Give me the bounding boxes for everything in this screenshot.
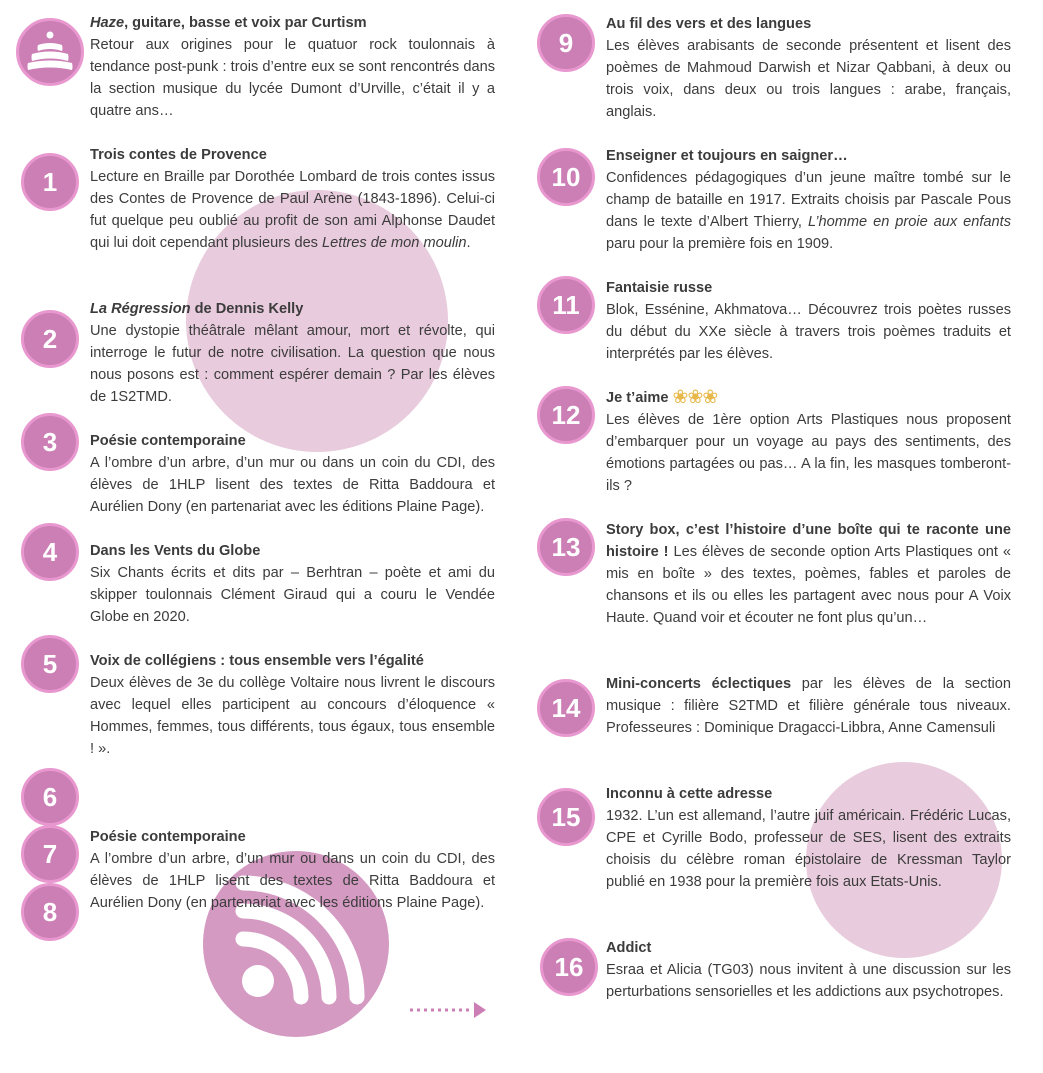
program-entry (90, 650, 495, 760)
program-entry (606, 13, 1011, 123)
daisy-flowers-icon: ❀❀❀ (672, 387, 718, 408)
entry-title: Je t’aime ❀❀❀ (606, 387, 718, 408)
program-entry (606, 783, 1011, 893)
program-entry (606, 387, 1011, 497)
entry-title: Addict (606, 940, 652, 956)
entry-body: Confidences pédagogiques d’un jeune maître tombé sur le champ de bataille en 1917. Extraits choisis par Pascale Pous dans le texte d’Albert Thierry, L’homme en proie aux enfants paru pour la première fois en 1909. (606, 170, 1011, 252)
number-badge: 13 (537, 518, 595, 576)
program-entry (90, 540, 495, 628)
number-badge: 6 (21, 768, 79, 826)
entry-body: Esraa et Alicia (TG03) nous invitent à une discussion sur les perturbations sensorielles et les addictions aux psychotropes. (606, 962, 1011, 1000)
number-badge: 10 (537, 148, 595, 206)
number-badge: 9 (537, 14, 595, 72)
entry-title: Trois contes de Provence (90, 147, 267, 163)
entry-body: Deux élèves de 3e du collège Voltaire nous livrent le discours avec lequel elles participent au concours d’éloquence « Hommes, femmes, tous différents, tous égaux, tous ensemble ! ». (90, 675, 495, 757)
number-badge: 1 (21, 153, 79, 211)
number-badge: 5 (21, 635, 79, 693)
number-badge: 11 (537, 276, 595, 334)
entry-body: Mini-concerts éclectiques par les élèves de la section musique : filière S2TMD et filière générale tous niveaux. Professeures : Dominique Dragacci-Libbra, Anne Camensuli (606, 676, 1012, 736)
entry-body: A l’ombre d’un arbre, d’un mur ou dans un coin du CDI, des élèves de 1HLP lisent des textes de Ritta Baddoura et Aurélien Dony (en partenariat avec les éditions Plaine Page). (90, 455, 495, 515)
entry-body: A l’ombre d’un arbre, d’un mur ou dans un coin du CDI, des élèves de 1HLP lisent des textes de Ritta Baddoura et Aurélien Dony (en partenariat avec les éditions Plaine Page). (90, 851, 495, 911)
entry-title: Au fil des vers et des langues (606, 16, 812, 32)
program-entry (90, 826, 495, 914)
program-entry (606, 937, 1011, 1003)
entry-body: 1932. L’un est allemand, l’autre juif américain. Frédéric Lucas, CPE et Cyrille Bodo, professeur de SES, lisent des extraits choisis du célèbre roman épistolaire de Kressman Taylor publié en 1938 pour la première fois aux Etats-Unis. (606, 808, 1011, 890)
entry-body: Lecture en Braille par Dorothée Lombard de trois contes issus des Contes de Provence de Paul Arène (1843-1896). Celui-ci fut quelque peu oublié au profit de son ami Alphonse Daudet qui lui doit cependant plusieurs des Lettres de mon moulin. (90, 169, 495, 251)
number-badge: 14 (537, 679, 595, 737)
number-badge: 8 (21, 883, 79, 941)
program-entry (90, 298, 495, 408)
entry-body: Les élèves de 1ère option Arts Plastiques nous proposent d’embarquer pour un voyage au pays des sentiments, des émotions partagées ou pas… A la fin, les masques tomberont-ils ? (606, 412, 1011, 494)
number-badge: 4 (21, 523, 79, 581)
program-entry (606, 145, 1011, 255)
entry-body: Six Chants écrits et dits par – Berhtran – poète et ami du skipper toulonnais Clément Giraud qui a couru le Vendée Globe en 2020. (90, 565, 495, 625)
entry-body: Retour aux origines pour le quatuor rock toulonnais à tendance post-punk : trois d’entre eux se sont rencontrés dans la section musique du lycée Dumont d’Urville, c’était il y a quatre ans… (90, 37, 495, 119)
entry-title: Story box, c’est l’histoire d’une boîte qui te raconte une histoire ! (606, 522, 1011, 560)
entry-body: Les élèves arabisants de seconde présentent et lisent des poèmes de Mahmoud Darwish et Nizar Qabbani, à deux ou trois voix, dans deux ou trois langues : arabe, français, anglais. (606, 38, 1011, 120)
entry-title: Poésie contemporaine (90, 829, 246, 845)
number-badge: 12 (537, 386, 595, 444)
number-badge: 15 (537, 788, 595, 846)
entry-body: Une dystopie théâtrale mêlant amour, mort et révolte, qui interroge le futur de notre civilisation. La question que nous nous posons est : comment espérer demain ? Par les élèves de 1S2TMD. (90, 323, 495, 405)
entry-title: Voix de collégiens : tous ensemble vers l’égalité (90, 653, 424, 669)
number-badge: 16 (540, 938, 598, 996)
dotted-arrow-icon (408, 999, 488, 1026)
program-entry (606, 673, 1011, 739)
entry-title: Fantaisie russe (606, 280, 713, 296)
program-entry (90, 430, 495, 518)
entry-title: Poésie contemporaine (90, 433, 246, 449)
entry-title: La Régression de Dennis Kelly (90, 301, 304, 317)
entry-title: Inconnu à cette adresse (606, 786, 773, 802)
program-entry (90, 12, 495, 122)
entry-body: Blok, Essénine, Akhmatova… Découvrez trois poètes russes du début du XXe siècle à travers trois poèmes traduits et interprétés par les élèves. (606, 302, 1011, 362)
entry-title: Enseigner et toujours en saigner… (606, 148, 848, 164)
number-badge: 2 (21, 310, 79, 368)
number-badge: 7 (21, 825, 79, 883)
program-entry (606, 519, 1011, 629)
entry-title: Mini-concerts éclectiques (606, 676, 792, 692)
program-entry (90, 144, 495, 254)
entry-title: Haze, guitare, basse et voix par Curtism (90, 15, 367, 31)
haze-waves-icon (16, 18, 84, 86)
entry-title: Dans les Vents du Globe (90, 543, 261, 559)
entry-body: Story box, c’est l’histoire d’une boîte qui te raconte une histoire ! Les élèves de seconde option Arts Plastiques ont « mis en boîte » des textes, poèmes, fables et paroles de chansons et ils ou elles les partagent avec nous pour A Voix Haute. Quand voir et écouter ne font plus qu’un… (606, 522, 1011, 626)
program-entry (606, 277, 1011, 365)
number-badge: 3 (21, 413, 79, 471)
